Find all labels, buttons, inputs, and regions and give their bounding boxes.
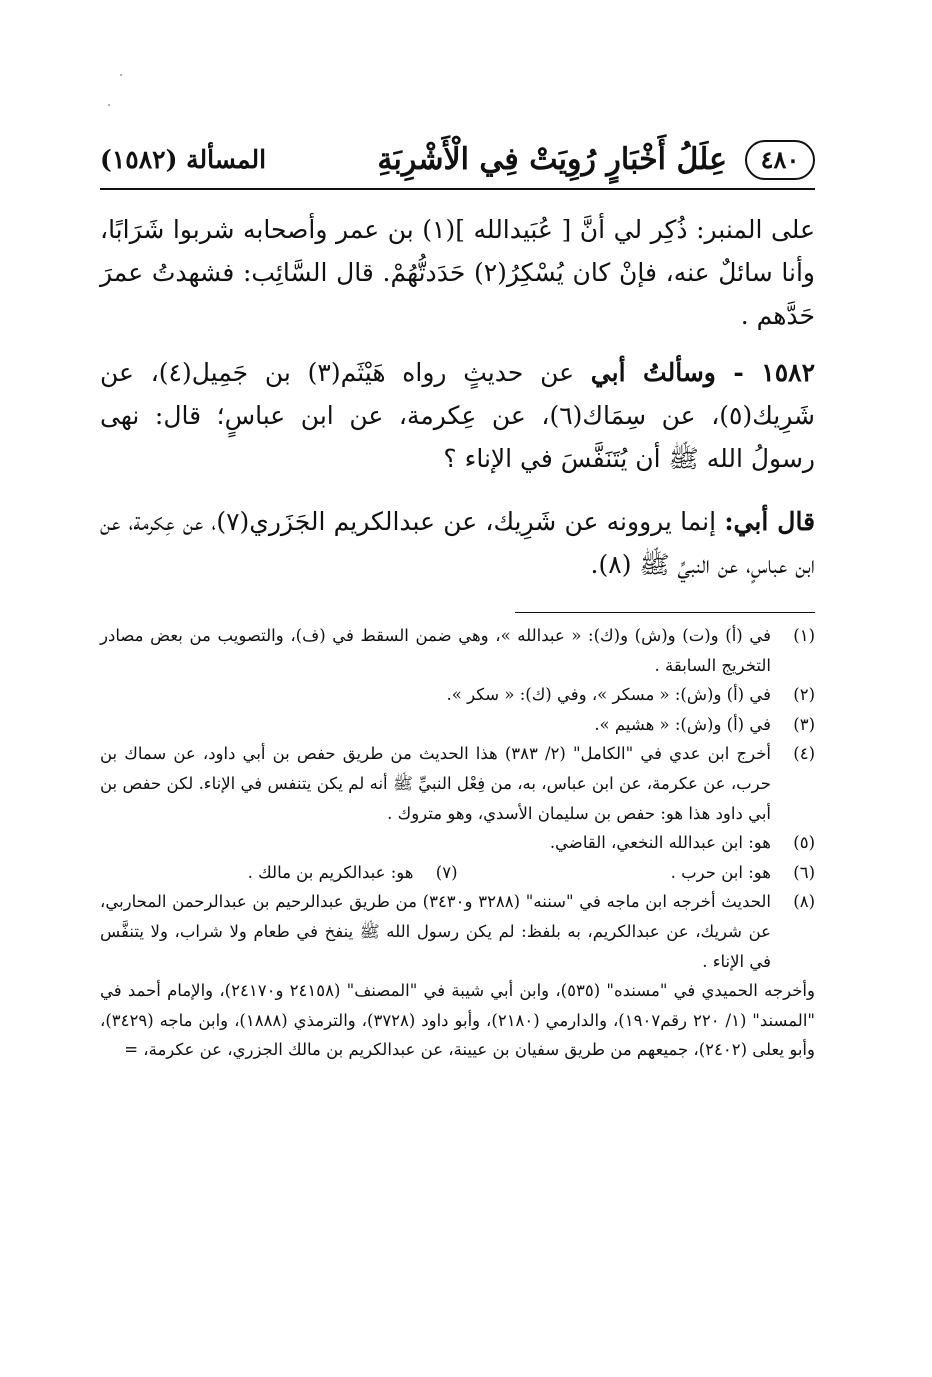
footnote-number: (١) — [793, 626, 815, 645]
book-title: عِلَلُ أَخْبَارٍ رُوِيَتْ فِي الْأَشْرِبَةِ — [377, 142, 727, 177]
paragraph-question — [100, 351, 815, 480]
paragraph-answer — [100, 500, 815, 586]
footnote-number: (٧) — [435, 862, 458, 882]
answer-lead: قال أبي: — [724, 507, 816, 536]
scan-speck — [120, 74, 122, 76]
footnote-1 — [100, 621, 815, 680]
footnote-4 — [100, 739, 815, 828]
answer-text: إنما يروونه عن شَرِيك، عن عبدالكريم الجَزَري(٧)، عن عِكرمة، عن ابن عباسٍ، عن النبيِّ ﷺ (٨). — [100, 507, 815, 579]
paragraph-continuation: على المنبر: ذُكِر لي أنَّ [ عُبَيدالله ](١) بن عمر وأصحابه شربوا شَرَابًا، وأنا سائلٌ عنه، فإنْ كان يُسْكِرُ(٢) حَدَدتُّهُمْ. قال السَّائِب: فشهدتُ عمرَ حَدَّهم . — [100, 215, 815, 330]
footnote-separator — [515, 612, 815, 613]
question-number: ١٥٨٢ - وسألتُ أبي — [590, 358, 816, 387]
page-number: ٤٨٠ — [745, 140, 815, 180]
footnote-text: أخرج ابن عدي في "الكامل" (٢/ ٣٨٣) هذا الحديث من طريق حفص بن أبي داود، عن سماك بن حرب، عن عكرمة، عن ابن عباس، به، من فِعْل النبيِّ ﷺ أنه لم يكن يتنفس في الإناء. لكن حفص بن أبي داود هذا هو: حفص بن سليمان الأسدي، وهو متروك . — [100, 744, 771, 823]
footnote-number: (٨) — [793, 892, 815, 912]
footnote-8-continuation: وأخرجه الحميدي في "مسنده" (٥٣٥)، وابن أبي شيبة في "المصنف" (٢٤١٥٨ و٢٤١٧٠)، والإمام أحمد في "المسند" (١/ ٢٢٠ رقم١٩٠٧)، والدارمي (٢١٨٠)، وأبو داود (٣٧٢٨)، والترمذي (١٨٨٨)، وابن ماجه (٣٤٢٩)، وأبو يعلى (٢٤٠٢)، جميعهم من طريق سفيان بن عيينة، عن عبدالكريم بن مالك الجزري، عن عكرمة، = — [100, 981, 815, 1060]
question-text: عن حديثٍ رواه هَيْثَم(٣) بن جَمِيل(٤)، عن شَرِيك(٥)، عن سِمَاك(٦)، عن عِكرمة، عن ابن عباسٍ؛ قال: نهى رسولُ الله ﷺ أن يُتَنَفَّسَ في الإناء ؟ — [100, 358, 815, 473]
footnotes — [100, 621, 815, 1065]
footnotes-6-7 — [100, 858, 815, 888]
footnote-text: الحديث أخرجه ابن ماجه في "سننه" (٣٢٨٨ و٣٤٣٠) من طريق عبدالرحيم بن عبدالرحمن المحاربي، عن شريك، عن عبدالكريم، به بلفظ: لم يكن رسول الله ﷺ ينفخ في طعام ولا شراب، ولا يتنفَّس في الإناء . — [100, 892, 772, 971]
issue-label: المسألة (١٥٨٢) — [100, 145, 267, 174]
running-header — [100, 138, 815, 190]
footnote-number: (٣) — [793, 714, 815, 734]
footnote-text: هو: ابن حرب . — [670, 862, 771, 882]
footnote-number: (٦) — [793, 862, 815, 882]
footnote-text: في (أ) و(ت) و(ش) و(ك): « عبدالله »، وهي ضمن السقط في (ف)، والتصويب من بعض مصادر التخريج السابقة . — [100, 626, 771, 675]
footnote-text: في (أ) و(ش): « هشيم ». — [594, 714, 771, 734]
scan-speck — [108, 104, 110, 106]
footnote-2 — [100, 680, 815, 710]
footnote-number: (٢) — [793, 685, 815, 705]
footnote-8 — [100, 887, 815, 976]
footnote-text: هو: ابن عبدالله النخعي، القاضي. — [549, 833, 771, 853]
footnote-number: (٤) — [793, 744, 815, 764]
footnote-text: في (أ) و(ش): « مسكر »، وفي (ك): « سكر ». — [446, 685, 771, 705]
book-page — [100, 138, 815, 1258]
footnote-7 — [100, 858, 458, 888]
footnote-text: هو: عبدالكريم بن مالك . — [247, 862, 414, 882]
footnote-5 — [100, 828, 815, 858]
footnote-number: (٥) — [793, 833, 815, 853]
footnote-3 — [100, 710, 815, 740]
footnote-6 — [458, 858, 816, 888]
main-text — [100, 208, 815, 586]
